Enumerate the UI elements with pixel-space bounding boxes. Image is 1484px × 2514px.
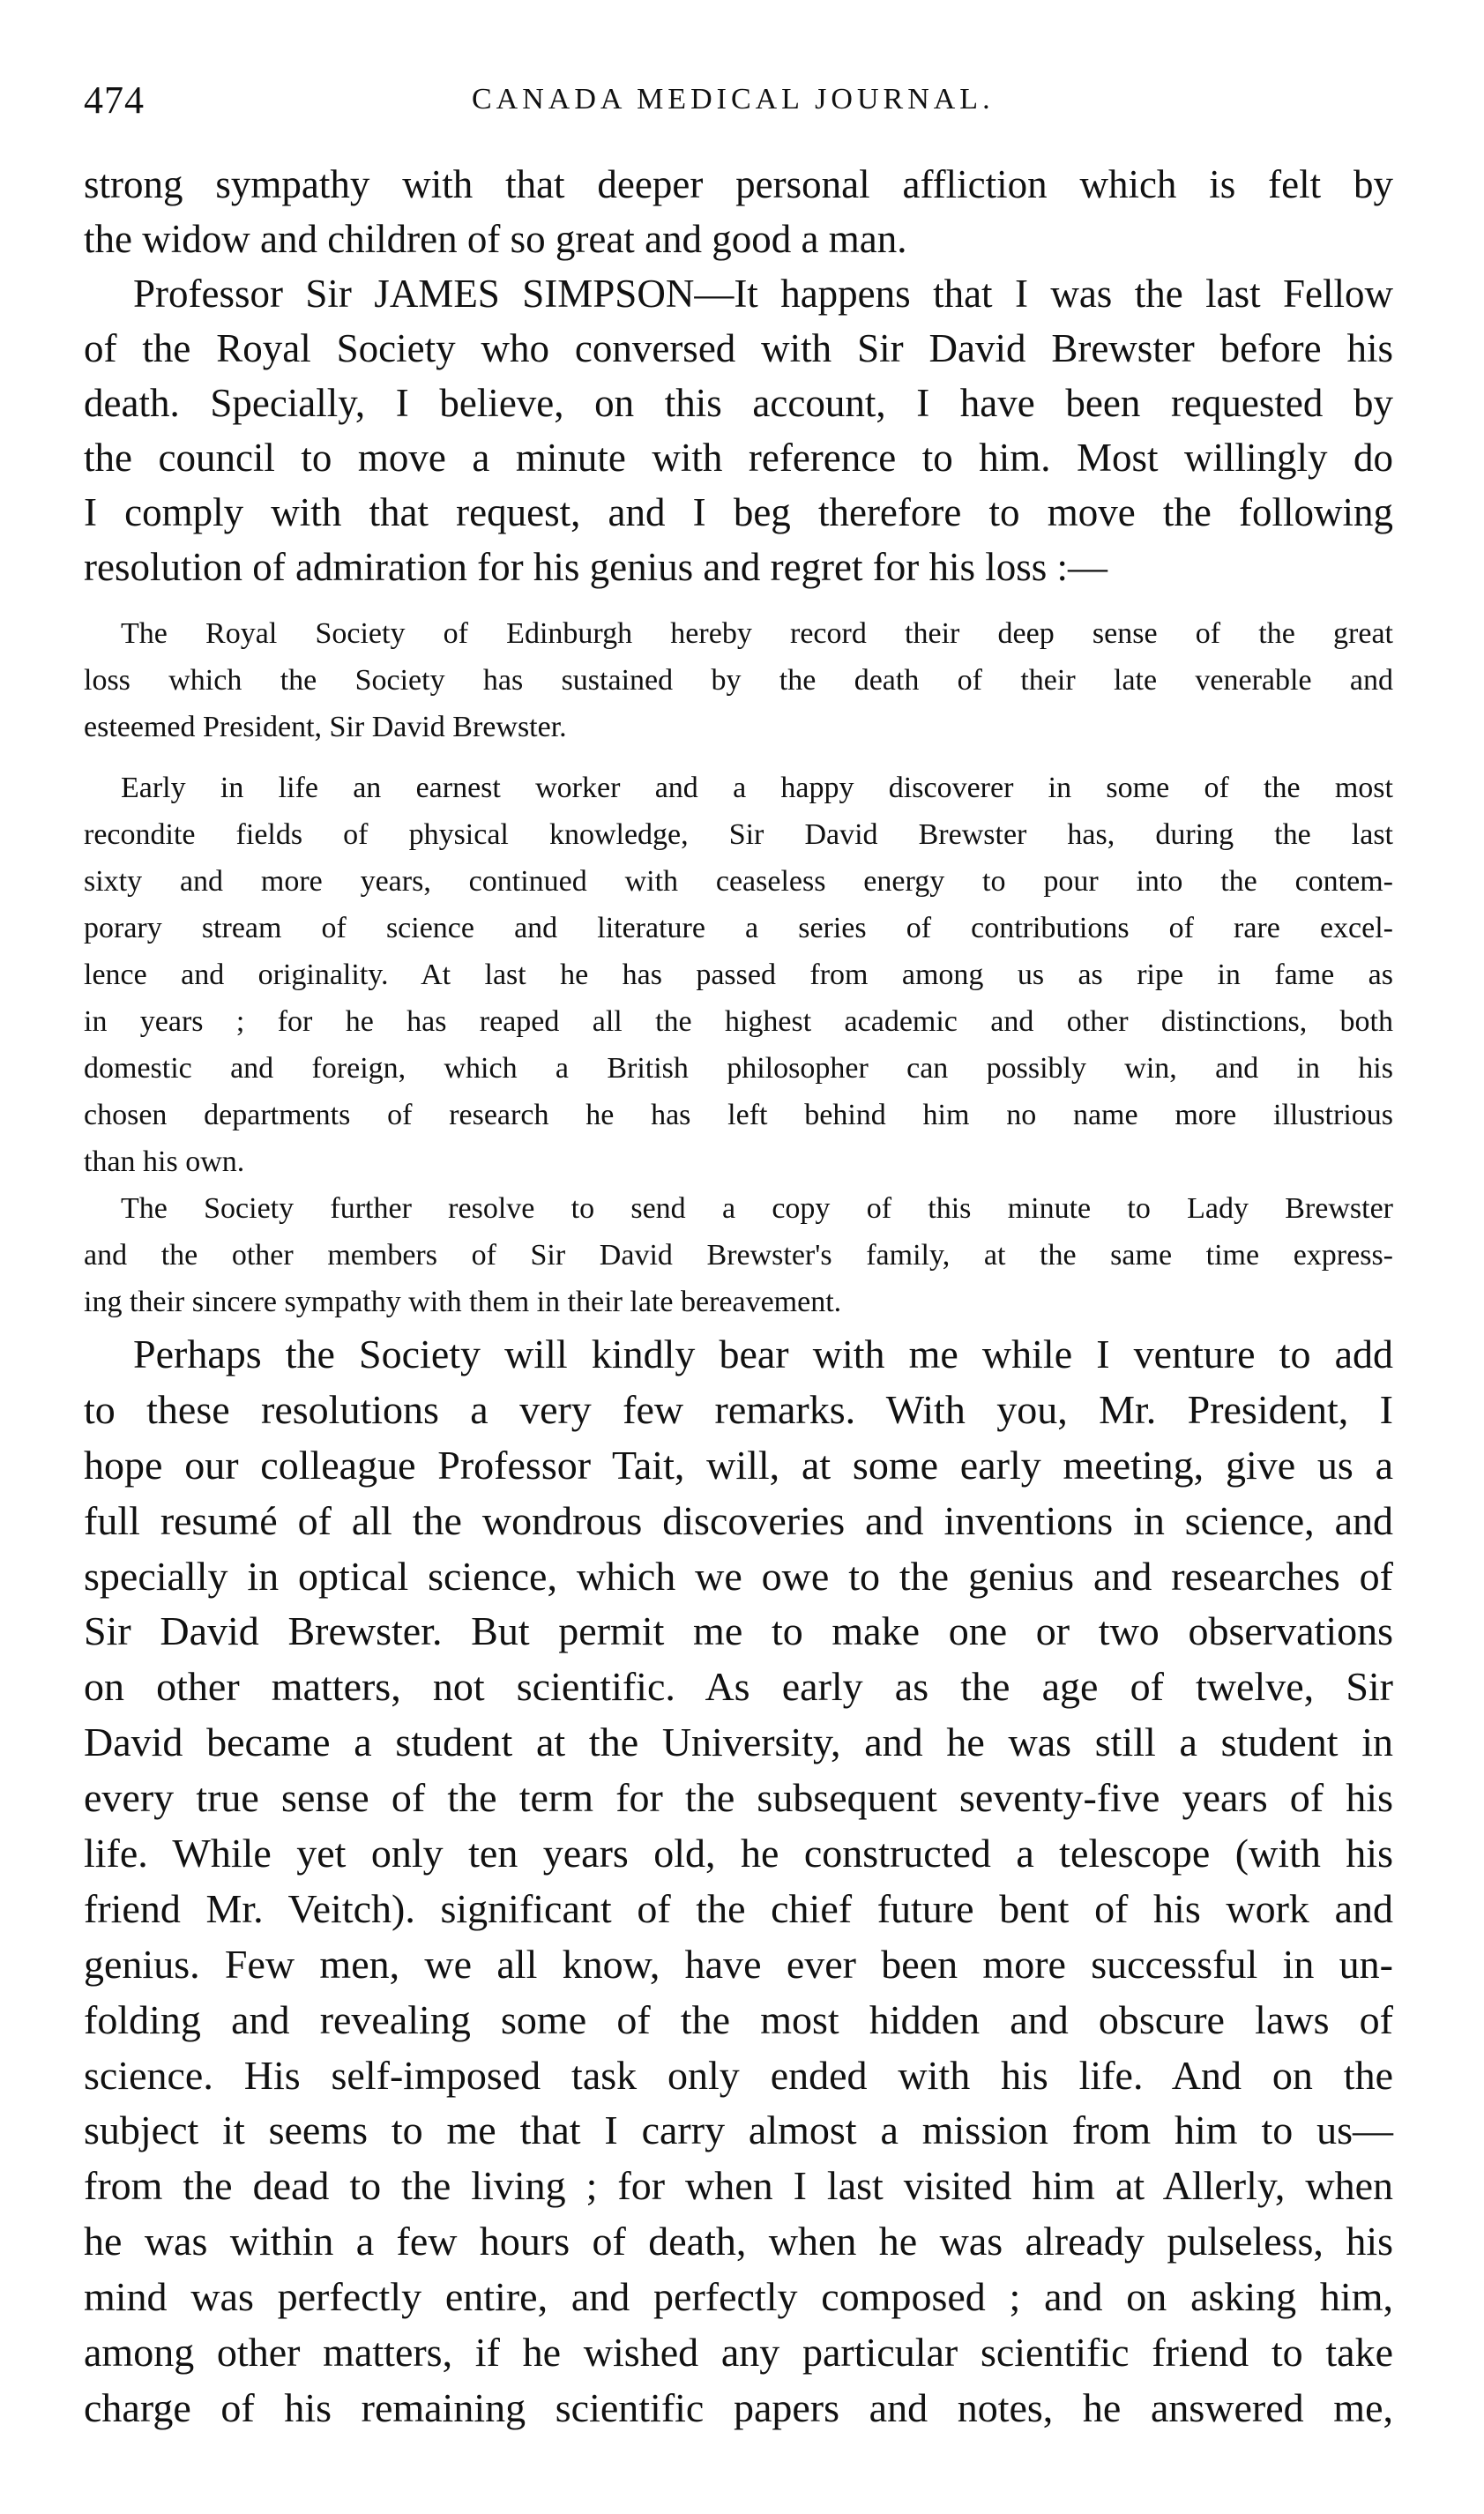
quote-line: The Society further resolve to send a copy of this minute to Lady Brewster: [121, 1192, 1393, 1225]
closing-paragraph: [84, 1327, 1393, 2436]
text-line: I comply with that request, and I beg therefore to move the following: [84, 490, 1393, 534]
text-line: on other matters, not scientific. As early as the age of twelve, Sir: [84, 1664, 1393, 1710]
quote-line: lence and originality. At last he has passed from among us as ripe in fame as: [84, 959, 1393, 991]
text-line: of the Royal Society who conversed with Sir David Brewster before his: [84, 326, 1393, 370]
quote-line: ing their sincere sympathy with them in their late bereavement.: [84, 1286, 842, 1318]
quote-line: chosen departments of research he has left behind him no name more illustrious: [84, 1099, 1393, 1131]
text-line: the council to move a minute with reference to him. Most willingly do: [84, 436, 1393, 480]
quote-line: Early in life an earnest worker and a happy discoverer in some of the most: [121, 772, 1393, 804]
text-line: to these resolutions a very few remarks. With you, Mr. President, I: [84, 1386, 1393, 1432]
text-line: full resumé of all the wondrous discoveries and inventions in science, and: [84, 1497, 1393, 1543]
quote-line: loss which the Society has sustained by the death of their late venerable and: [84, 664, 1393, 697]
text-line: science. His self-imposed task only ended with his life. And on the: [84, 2052, 1393, 2098]
quote-line: esteemed President, Sir David Brewster.: [84, 711, 567, 743]
page-number: 474: [84, 78, 145, 122]
text-line: Sir David Brewster. But permit me to make one or two observations: [84, 1608, 1393, 1654]
quote-line: than his own.: [84, 1145, 245, 1178]
text-line: from the dead to the living ; for when I last visited him at Allerly, when: [84, 2163, 1393, 2209]
quote-line: porary stream of science and literature a series of contributions of rare excel-: [84, 912, 1393, 944]
text-line: life. While yet only ten years old, he constructed a telescope (with his: [84, 1831, 1393, 1876]
text-line: Professor Sir JAMES SIMPSON—It happens that I was the last Fellow: [133, 272, 1393, 316]
text-line: strong sympathy with that deeper personal affliction which is felt by: [84, 162, 1393, 206]
text-line: folding and revealing some of the most hidden and obscure laws of: [84, 1996, 1393, 2042]
text-line: friend Mr. Veitch). significant of the chief future bent of his work and: [84, 1885, 1393, 1931]
text-line: he was within a few hours of death, when he was already pulseless, his: [84, 2219, 1393, 2264]
text-line: among other matters, if he wished any particular scientific friend to take: [84, 2330, 1393, 2376]
text-line: mind was perfectly entire, and perfectly composed ; and on asking him,: [84, 2274, 1393, 2320]
resolution-quote: [84, 610, 1393, 1325]
quote-line: sixty and more years, continued with ceaseless energy to pour into the contem-: [84, 865, 1393, 898]
opening-paragraphs: [84, 157, 1393, 594]
text-line: Perhaps the Society will kindly bear with me while I venture to add: [133, 1332, 1393, 1376]
running-head: CANADA MEDICAL JOURNAL.: [472, 83, 995, 116]
quote-line: and the other members of Sir David Brewster's family, at the same time express-: [84, 1239, 1393, 1272]
text-line: death. Specially, I believe, on this account, I have been requested by: [84, 381, 1393, 425]
quote-line: The Royal Society of Edinburgh hereby record their deep sense of the great: [121, 617, 1393, 650]
quote-line: recondite fields of physical knowledge, Sir David Brewster has, during the last: [84, 818, 1393, 851]
text-line: subject it seems to me that I carry almost a mission from him to us—: [84, 2107, 1393, 2153]
text-line: hope our colleague Professor Tait, will, at some early meeting, give us a: [84, 1442, 1393, 1488]
text-line: the widow and children of so great and good a man.: [84, 217, 907, 261]
text-line: resolution of admiration for his genius and regret for his loss :—: [84, 545, 1108, 589]
text-line: charge of his remaining scientific papers and notes, he answered me,: [84, 2384, 1393, 2430]
text-line: genius. Few men, we all know, have ever been more successful in un-: [84, 1941, 1393, 1987]
text-line: specially in optical science, which we owe to the genius and researches of: [84, 1553, 1393, 1599]
quote-line: domestic and foreign, which a British philosopher can possibly win, and in his: [84, 1052, 1393, 1085]
quote-line: in years ; for he has reaped all the highest academic and other distinctions, both: [84, 1005, 1393, 1038]
text-line: David became a student at the University, and he was still a student in: [84, 1720, 1393, 1765]
text-line: every true sense of the term for the subsequent seventy-five years of his: [84, 1775, 1393, 1821]
page-header: [84, 78, 1389, 122]
